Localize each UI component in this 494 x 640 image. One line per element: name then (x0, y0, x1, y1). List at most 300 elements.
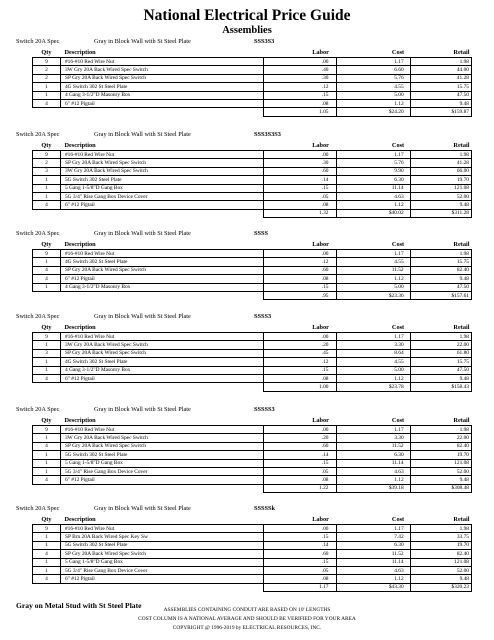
assembly-description: Gray in Block Wall with St Steel Plate (94, 230, 191, 237)
total-row (33, 383, 472, 391)
cell-labor: .15 (264, 533, 337, 541)
table-row (33, 192, 472, 200)
cell-qty: 1 (33, 192, 61, 200)
assembly-description: Gray in Block Wall with St Steel Plate (94, 505, 191, 512)
column-header-labor: Labor (264, 239, 337, 250)
cell-retail: 33.75 (410, 533, 471, 541)
cell-cost: 5.76 (337, 74, 410, 82)
table-row (33, 91, 472, 99)
cell-qty: 9 (33, 250, 61, 258)
cell-desc: 5G Switch 302 St Steel Plate (60, 451, 263, 459)
total-labor: .95 (264, 291, 337, 299)
total-labor: 1.00 (264, 383, 337, 391)
column-header-qty: Qty (33, 239, 61, 250)
total-cost: $39.18 (337, 484, 410, 492)
cell-desc: 3W Gry 20A Back Wired Spec Switch (60, 341, 263, 349)
footer-line-3: COPYRIGHT @ 1996-2019 by ELECTRICAL RESOURCES, INC. (172, 625, 322, 631)
cell-qty: 4 (33, 99, 61, 107)
assembly-section (16, 313, 472, 392)
total-spacer (33, 383, 61, 391)
table-row (33, 266, 472, 274)
column-header-qty: Qty (33, 140, 61, 151)
table-row (33, 151, 472, 159)
total-cost: $23.78 (337, 383, 410, 391)
cell-qty: 1 (33, 566, 61, 574)
column-header-retail: Retail (410, 322, 471, 333)
assembly-table (32, 47, 472, 117)
table-row (33, 451, 472, 459)
total-spacer (60, 108, 263, 116)
table-row (33, 258, 472, 266)
table-row (33, 459, 472, 467)
column-header-cost: Cost (337, 140, 410, 151)
cell-qty: 9 (33, 58, 61, 66)
cell-cost: 11.52 (337, 266, 410, 274)
table-header-row (33, 239, 472, 250)
cell-retail: 47.50 (410, 366, 471, 374)
cell-cost: 1.17 (337, 333, 410, 341)
column-header-retail: Retail (410, 239, 471, 250)
cell-qty: 1 (33, 83, 61, 91)
cell-retail: 41.28 (410, 159, 471, 167)
bottom-label: Gray on Metal Stud with St Steel Plate (16, 601, 142, 610)
cell-desc: 3W Gry 20A Back Wired Spec Switch (60, 167, 263, 175)
cell-labor: .00 (264, 426, 337, 434)
assembly-table (32, 415, 472, 493)
cell-desc: #16-#10 Red Wire Nut (60, 250, 263, 258)
cell-qty: 4 (33, 442, 61, 450)
table-header-row (33, 140, 472, 151)
page-subtitle: Assemblies (222, 25, 272, 36)
cell-retail: 19.70 (410, 451, 471, 459)
cell-labor: .15 (264, 91, 337, 99)
cell-qty: 9 (33, 151, 61, 159)
cell-desc: 5 Gang 1-5/8"D Gang Box (60, 558, 263, 566)
assembly-table (32, 140, 472, 218)
table-row (33, 366, 472, 374)
table-row (33, 442, 472, 450)
cell-desc: SP Gry 20A Back Wired Spec Switch (60, 266, 263, 274)
cell-retail: 1.98 (410, 426, 471, 434)
cell-retail: 15.75 (410, 83, 471, 91)
total-retail: $308.48 (410, 484, 471, 492)
cell-cost: 4.63 (337, 467, 410, 475)
cell-labor: .14 (264, 541, 337, 549)
cell-desc: #16-#10 Red Wire Nut (60, 426, 263, 434)
cell-desc: SP Brn 20A Back Wired Spec Key Sw (60, 533, 263, 541)
assembly-header (16, 131, 472, 140)
column-header-qty: Qty (33, 415, 61, 426)
table-header-row (33, 514, 472, 525)
cell-retail: 82.40 (410, 442, 471, 450)
cell-labor: .08 (264, 201, 337, 209)
total-labor: 1.17 (264, 583, 337, 591)
table-row (33, 566, 472, 574)
cell-desc: #16-#10 Red Wire Nut (60, 333, 263, 341)
cell-labor: .60 (264, 442, 337, 450)
table-row (33, 467, 472, 475)
table-row (33, 167, 472, 175)
cell-retail: 19.70 (410, 176, 471, 184)
cell-qty: 1 (33, 459, 61, 467)
cell-desc: 6" #12 Pigtail (60, 476, 263, 484)
total-cost: $40.02 (337, 209, 410, 217)
table-row (33, 184, 472, 192)
cell-retail: 1.98 (410, 151, 471, 159)
total-labor: 1.32 (264, 209, 337, 217)
assembly-description: Gray in Block Wall with St Steel Plate (94, 313, 191, 320)
table-header-row (33, 415, 472, 426)
table-header-row (33, 322, 472, 333)
page-title: National Electrical Price Guide (143, 7, 351, 24)
column-header-cost: Cost (337, 322, 410, 333)
cell-qty: 1 (33, 451, 61, 459)
cell-desc: 5G 3/4" Rise Gang Box Device Cover (60, 566, 263, 574)
column-header-qty: Qty (33, 322, 61, 333)
cell-desc: 4 Gang 3-1/2"D Masonry Box (60, 283, 263, 291)
total-spacer (33, 291, 61, 299)
total-labor: 1.05 (264, 108, 337, 116)
cell-labor: .15 (264, 184, 337, 192)
table-row (33, 176, 472, 184)
cell-cost: 4.55 (337, 258, 410, 266)
table-row (33, 99, 472, 107)
cell-labor: .14 (264, 451, 337, 459)
total-row (33, 583, 472, 591)
cell-desc: 5 Gang 1-5/8"D Gang Box (60, 459, 263, 467)
cell-retail: 61.80 (410, 349, 471, 357)
total-cost: $23.36 (337, 291, 410, 299)
cell-cost: 5.00 (337, 91, 410, 99)
table-row (33, 533, 472, 541)
cell-labor: .20 (264, 341, 337, 349)
cell-retail: 15.75 (410, 258, 471, 266)
cell-cost: 11.52 (337, 550, 410, 558)
cell-retail: 47.50 (410, 91, 471, 99)
cell-retail: 9.48 (410, 575, 471, 583)
assembly-header (16, 505, 472, 514)
column-header-labor: Labor (264, 140, 337, 151)
cell-retail: 47.50 (410, 283, 471, 291)
total-row (33, 209, 472, 217)
column-header-labor: Labor (264, 415, 337, 426)
table-row (33, 434, 472, 442)
table-row (33, 83, 472, 91)
cell-qty: 4 (33, 550, 61, 558)
footer-line-2: COST COLUMN IS A NATIONAL AVERAGE AND SHOULD BE VERIFIED FOR YOUR AREA (138, 616, 356, 622)
column-header-labor: Labor (264, 514, 337, 525)
table-row (33, 159, 472, 167)
cell-qty: 4 (33, 374, 61, 382)
cell-desc: 6" #12 Pigtail (60, 275, 263, 283)
total-row (33, 291, 472, 299)
cell-desc: 5 Gang 1-5/8"D Gang Box (60, 184, 263, 192)
cell-retail: 66.00 (410, 167, 471, 175)
cell-qty: 2 (33, 159, 61, 167)
cell-retail: 1.98 (410, 525, 471, 533)
cell-retail: 15.75 (410, 358, 471, 366)
cell-qty: 1 (33, 558, 61, 566)
cell-labor: .08 (264, 374, 337, 382)
assembly-code: SSSSS3 (254, 406, 275, 413)
cell-labor: .00 (264, 151, 337, 159)
cell-cost: 11.52 (337, 442, 410, 450)
table-row (33, 283, 472, 291)
table-row (33, 575, 472, 583)
table-row (33, 58, 472, 66)
assembly-description: Gray in Block Wall with St Steel Plate (94, 131, 191, 138)
cell-qty: 1 (33, 341, 61, 349)
cell-labor: .12 (264, 83, 337, 91)
assembly-section (16, 131, 472, 218)
column-header-description: Description (60, 322, 263, 333)
cell-retail: 1.98 (410, 333, 471, 341)
cell-desc: SP Gry 20A Back Wired Spec Switch (60, 74, 263, 82)
cell-retail: 82.40 (410, 266, 471, 274)
cell-qty: 2 (33, 66, 61, 74)
cell-labor: .45 (264, 349, 337, 357)
cell-desc: 4G Switch 302 St Steel Plate (60, 83, 263, 91)
cell-cost: 1.17 (337, 58, 410, 66)
cell-cost: 3.30 (337, 434, 410, 442)
cell-desc: SP Gry 20A Back Wired Spec Switch (60, 349, 263, 357)
column-header-cost: Cost (337, 514, 410, 525)
total-retail: $158.43 (410, 383, 471, 391)
cell-cost: 7.42 (337, 533, 410, 541)
assembly-header (16, 313, 472, 322)
cell-qty: 1 (33, 541, 61, 549)
cell-qty: 3 (33, 167, 61, 175)
cell-retail: 52.00 (410, 467, 471, 475)
cell-desc: #16-#10 Red Wire Nut (60, 58, 263, 66)
assembly-code: SSSS3 (254, 313, 272, 320)
total-labor: 1.22 (264, 484, 337, 492)
cell-retail: 52.00 (410, 192, 471, 200)
cell-qty: 9 (33, 426, 61, 434)
cell-retail: 9.48 (410, 275, 471, 283)
cell-retail: 22.00 (410, 434, 471, 442)
cell-qty: 2 (33, 74, 61, 82)
cell-qty: 4 (33, 266, 61, 274)
cell-cost: 8.64 (337, 349, 410, 357)
footer-line-1: ASSEMBLIES CONTAINING CONDUIT ARE BASED ON 10' LENGTHS (163, 607, 331, 613)
cell-labor: .08 (264, 275, 337, 283)
cell-retail: 121.08 (410, 459, 471, 467)
cell-desc: 4G Switch 302 St Steel Plate (60, 358, 263, 366)
cell-cost: 11.14 (337, 459, 410, 467)
column-header-description: Description (60, 514, 263, 525)
cell-qty: 9 (33, 333, 61, 341)
assembly-spec: Switch 20A Spec (16, 131, 60, 138)
cell-labor: .05 (264, 566, 337, 574)
assembly-code: SSS3S3S3 (254, 131, 281, 138)
assembly-spec: Switch 20A Spec (16, 38, 60, 45)
cell-retail: 9.48 (410, 374, 471, 382)
assembly-header (16, 38, 472, 47)
assembly-spec: Switch 20A Spec (16, 505, 60, 512)
cell-retail: 9.48 (410, 201, 471, 209)
table-row (33, 66, 472, 74)
cell-desc: 6" #12 Pigtail (60, 374, 263, 382)
total-spacer (33, 484, 61, 492)
cell-cost: 3.30 (337, 341, 410, 349)
cell-labor: .60 (264, 550, 337, 558)
cell-labor: .15 (264, 366, 337, 374)
table-row (33, 275, 472, 283)
cell-cost: 1.12 (337, 275, 410, 283)
total-cost: $43.30 (337, 583, 410, 591)
column-header-description: Description (60, 415, 263, 426)
cell-qty: 1 (33, 91, 61, 99)
cell-qty: 1 (33, 366, 61, 374)
cell-cost: 5.76 (337, 159, 410, 167)
cell-desc: 3W Gry 20A Back Wired Spec Switch (60, 434, 263, 442)
column-header-retail: Retail (410, 514, 471, 525)
table-row (33, 550, 472, 558)
assembly-description: Gray in Block Wall with St Steel Plate (94, 38, 191, 45)
table-row (33, 201, 472, 209)
column-header-labor: Labor (264, 47, 337, 58)
column-header-retail: Retail (410, 415, 471, 426)
assembly-header (16, 230, 472, 239)
cell-qty: 1 (33, 358, 61, 366)
cell-cost: 6.30 (337, 176, 410, 184)
cell-cost: 1.12 (337, 99, 410, 107)
cell-labor: .08 (264, 476, 337, 484)
cell-cost: 4.55 (337, 358, 410, 366)
cell-retail: 82.40 (410, 550, 471, 558)
cell-qty: 1 (33, 184, 61, 192)
cell-cost: 5.00 (337, 366, 410, 374)
assembly-header (16, 406, 472, 415)
table-row (33, 74, 472, 82)
cell-desc: 4 Gang 3-1/2"D Masonry Box (60, 91, 263, 99)
cell-qty: 1 (33, 434, 61, 442)
cell-cost: 11.14 (337, 558, 410, 566)
cell-labor: .15 (264, 283, 337, 291)
total-spacer (60, 583, 263, 591)
assembly-code: SSSS (254, 230, 269, 237)
cell-cost: 1.17 (337, 525, 410, 533)
cell-retail: 121.08 (410, 184, 471, 192)
total-spacer (33, 108, 61, 116)
total-retail: $320.23 (410, 583, 471, 591)
assembly-table (32, 322, 472, 392)
cell-desc: 4 Gang 3-1/2"D Masonry Box (60, 366, 263, 374)
table-row (33, 250, 472, 258)
cell-desc: 5G 3/4" Rise Gang Box Device Cover (60, 192, 263, 200)
cell-labor: .00 (264, 58, 337, 66)
cell-cost: 9.90 (337, 167, 410, 175)
cell-cost: 11.14 (337, 184, 410, 192)
cell-cost: 1.17 (337, 151, 410, 159)
table-row (33, 349, 472, 357)
table-row (33, 374, 472, 382)
column-header-labor: Labor (264, 322, 337, 333)
table-row (33, 333, 472, 341)
cell-desc: 6" #12 Pigtail (60, 201, 263, 209)
cell-cost: 5.00 (337, 283, 410, 291)
column-header-description: Description (60, 140, 263, 151)
cell-retail: 1.98 (410, 58, 471, 66)
total-spacer (60, 484, 263, 492)
column-header-cost: Cost (337, 239, 410, 250)
column-header-description: Description (60, 239, 263, 250)
table-row (33, 541, 472, 549)
cell-retail: 9.48 (410, 99, 471, 107)
cell-labor: .15 (264, 459, 337, 467)
table-row (33, 476, 472, 484)
cell-desc: #16-#10 Red Wire Nut (60, 151, 263, 159)
total-cost: $24.20 (337, 108, 410, 116)
assembly-spec: Switch 20A Spec (16, 230, 60, 237)
table-row (33, 525, 472, 533)
column-header-qty: Qty (33, 514, 61, 525)
total-spacer (33, 583, 61, 591)
cell-desc: 4G Switch 302 St Steel Plate (60, 258, 263, 266)
cell-labor: .00 (264, 333, 337, 341)
total-spacer (60, 291, 263, 299)
table-row (33, 426, 472, 434)
cell-retail: 44.00 (410, 66, 471, 74)
cell-labor: .00 (264, 250, 337, 258)
cell-labor: .14 (264, 176, 337, 184)
cell-labor: .30 (264, 74, 337, 82)
assembly-section (16, 505, 472, 592)
cell-retail: 19.70 (410, 541, 471, 549)
cell-labor: .60 (264, 266, 337, 274)
cell-cost: 1.12 (337, 374, 410, 382)
cell-retail: 41.28 (410, 74, 471, 82)
total-row (33, 484, 472, 492)
cell-cost: 1.17 (337, 426, 410, 434)
cell-qty: 3 (33, 349, 61, 357)
cell-desc: 5G Switch 302 St Steel Plate (60, 541, 263, 549)
column-header-description: Description (60, 47, 263, 58)
cell-labor: .60 (264, 167, 337, 175)
assembly-spec: Switch 20A Spec (16, 406, 60, 413)
column-header-retail: Retail (410, 140, 471, 151)
cell-labor: .30 (264, 159, 337, 167)
assembly-description: Gray in Block Wall with St Steel Plate (94, 406, 191, 413)
assembly-code: SSS3S3 (254, 38, 275, 45)
cell-desc: #16-#10 Red Wire Nut (60, 525, 263, 533)
cell-desc: 6" #12 Pigtail (60, 575, 263, 583)
cell-labor: .08 (264, 575, 337, 583)
cell-cost: 6.30 (337, 541, 410, 549)
table-row (33, 558, 472, 566)
cell-qty: 4 (33, 476, 61, 484)
table-header-row (33, 47, 472, 58)
table-row (33, 358, 472, 366)
column-header-retail: Retail (410, 47, 471, 58)
assembly-table (32, 239, 472, 300)
cell-qty: 9 (33, 525, 61, 533)
cell-labor: .20 (264, 434, 337, 442)
cell-desc: 5G Switch 302 Steel Plate (60, 176, 263, 184)
total-spacer (33, 209, 61, 217)
cell-cost: 4.63 (337, 192, 410, 200)
cell-retail: 52.00 (410, 566, 471, 574)
table-row (33, 341, 472, 349)
assembly-section (16, 406, 472, 493)
assembly-spec: Switch 20A Spec (16, 313, 60, 320)
column-header-cost: Cost (337, 415, 410, 426)
cell-labor: .12 (264, 358, 337, 366)
cell-desc: 5G 3/4" Rise Gang Box Device Cover (60, 467, 263, 475)
cell-labor: .15 (264, 558, 337, 566)
cell-desc: 3W Gry 20A Back Wired Spec Switch (60, 66, 263, 74)
